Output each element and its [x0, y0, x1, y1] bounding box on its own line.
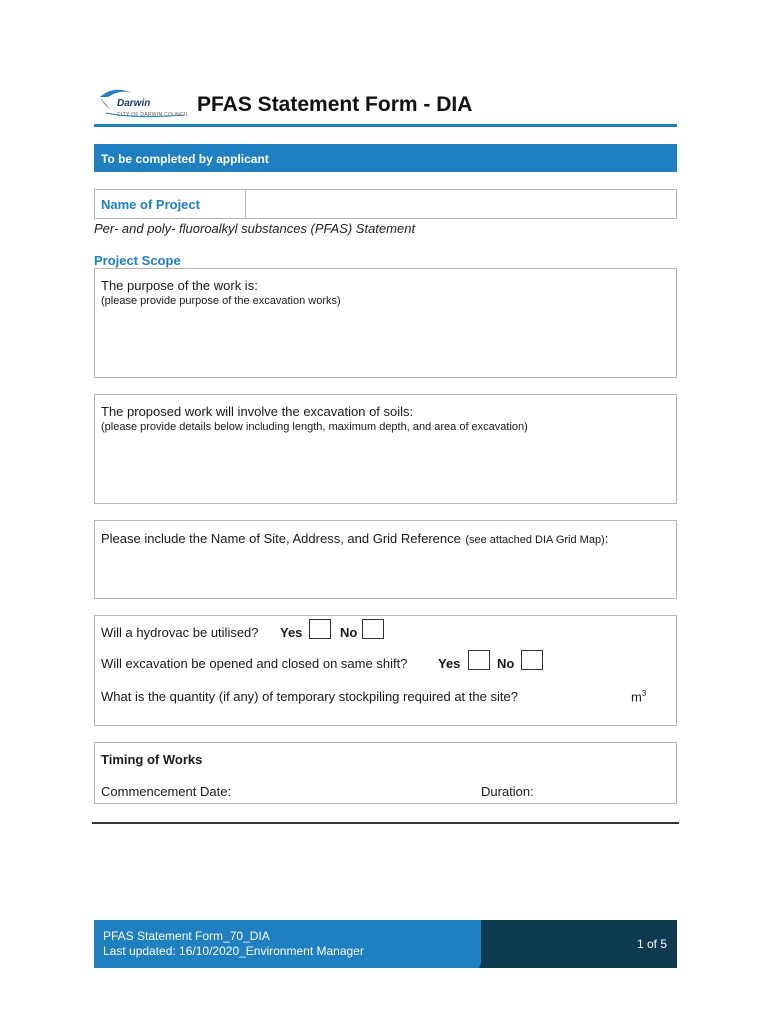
timing-section [94, 742, 677, 804]
hydrovac-yes-label: Yes [280, 625, 303, 640]
shift-no-label: No [497, 656, 515, 671]
shift-question: Will excavation be opened and closed on same shift? [101, 656, 408, 671]
soils-question: The proposed work will involve the excavation of soils: [101, 404, 414, 419]
page-title: PFAS Statement Form - DIA [197, 93, 473, 116]
footer-last-updated: Last updated: 16/10/2020_Environment Manager [103, 944, 364, 958]
title-underline [94, 124, 677, 127]
site-colon: : [604, 531, 609, 546]
site-note: (see attached DIA Grid Map) [465, 534, 605, 546]
logo-text: Darwin [117, 98, 151, 109]
shift-no-checkbox[interactable] [521, 650, 543, 670]
hydrovac-no-label: No [340, 625, 358, 640]
soils-field[interactable] [94, 394, 677, 504]
shift-yes-label: Yes [438, 656, 461, 671]
stockpile-unit-base: m [631, 689, 642, 705]
stockpile-question: What is the quantity (if any) of temporary stockpiling required at the site? [101, 689, 518, 704]
purpose-question: The purpose of the work is: [101, 278, 258, 293]
stockpile-unit-exponent: 3 [641, 689, 647, 698]
site-field[interactable] [94, 520, 677, 599]
hydrovac-yes-checkbox[interactable] [309, 619, 331, 639]
shift-yes-checkbox[interactable] [468, 650, 490, 670]
stockpile-unit [631, 689, 646, 704]
hydrovac-question: Will a hydrovac be utilised? [101, 625, 259, 640]
hydrovac-no-checkbox[interactable] [362, 619, 384, 639]
project-name-label: Name of Project [94, 189, 246, 219]
logo-subtext: CITY OF DARWIN COUNCIL [117, 112, 189, 118]
footer-form-id: PFAS Statement Form_70_DIA [103, 929, 270, 943]
applicant-banner: To be completed by applicant [94, 144, 677, 172]
site-question-line [101, 530, 608, 548]
project-scope-heading: Project Scope [94, 253, 181, 268]
commencement-label[interactable]: Commencement Date: [101, 784, 232, 799]
content-divider [92, 822, 679, 824]
page-number: 1 of 5 [637, 937, 668, 951]
excavation-checks-section [94, 615, 677, 726]
form-subtitle: Per- and poly- fluoroalkyl substances (PFAS) Statement [94, 221, 416, 236]
soils-note: (please provide details below including length, maximum depth, and area of excavation) [101, 421, 528, 433]
duration-label[interactable]: Duration: [481, 784, 534, 799]
site-question: Please include the Name of Site, Address, and Grid Reference [101, 531, 461, 546]
purpose-field[interactable] [94, 268, 677, 378]
timing-heading: Timing of Works [101, 752, 203, 767]
purpose-note: (please provide purpose of the excavation works) [101, 295, 341, 307]
